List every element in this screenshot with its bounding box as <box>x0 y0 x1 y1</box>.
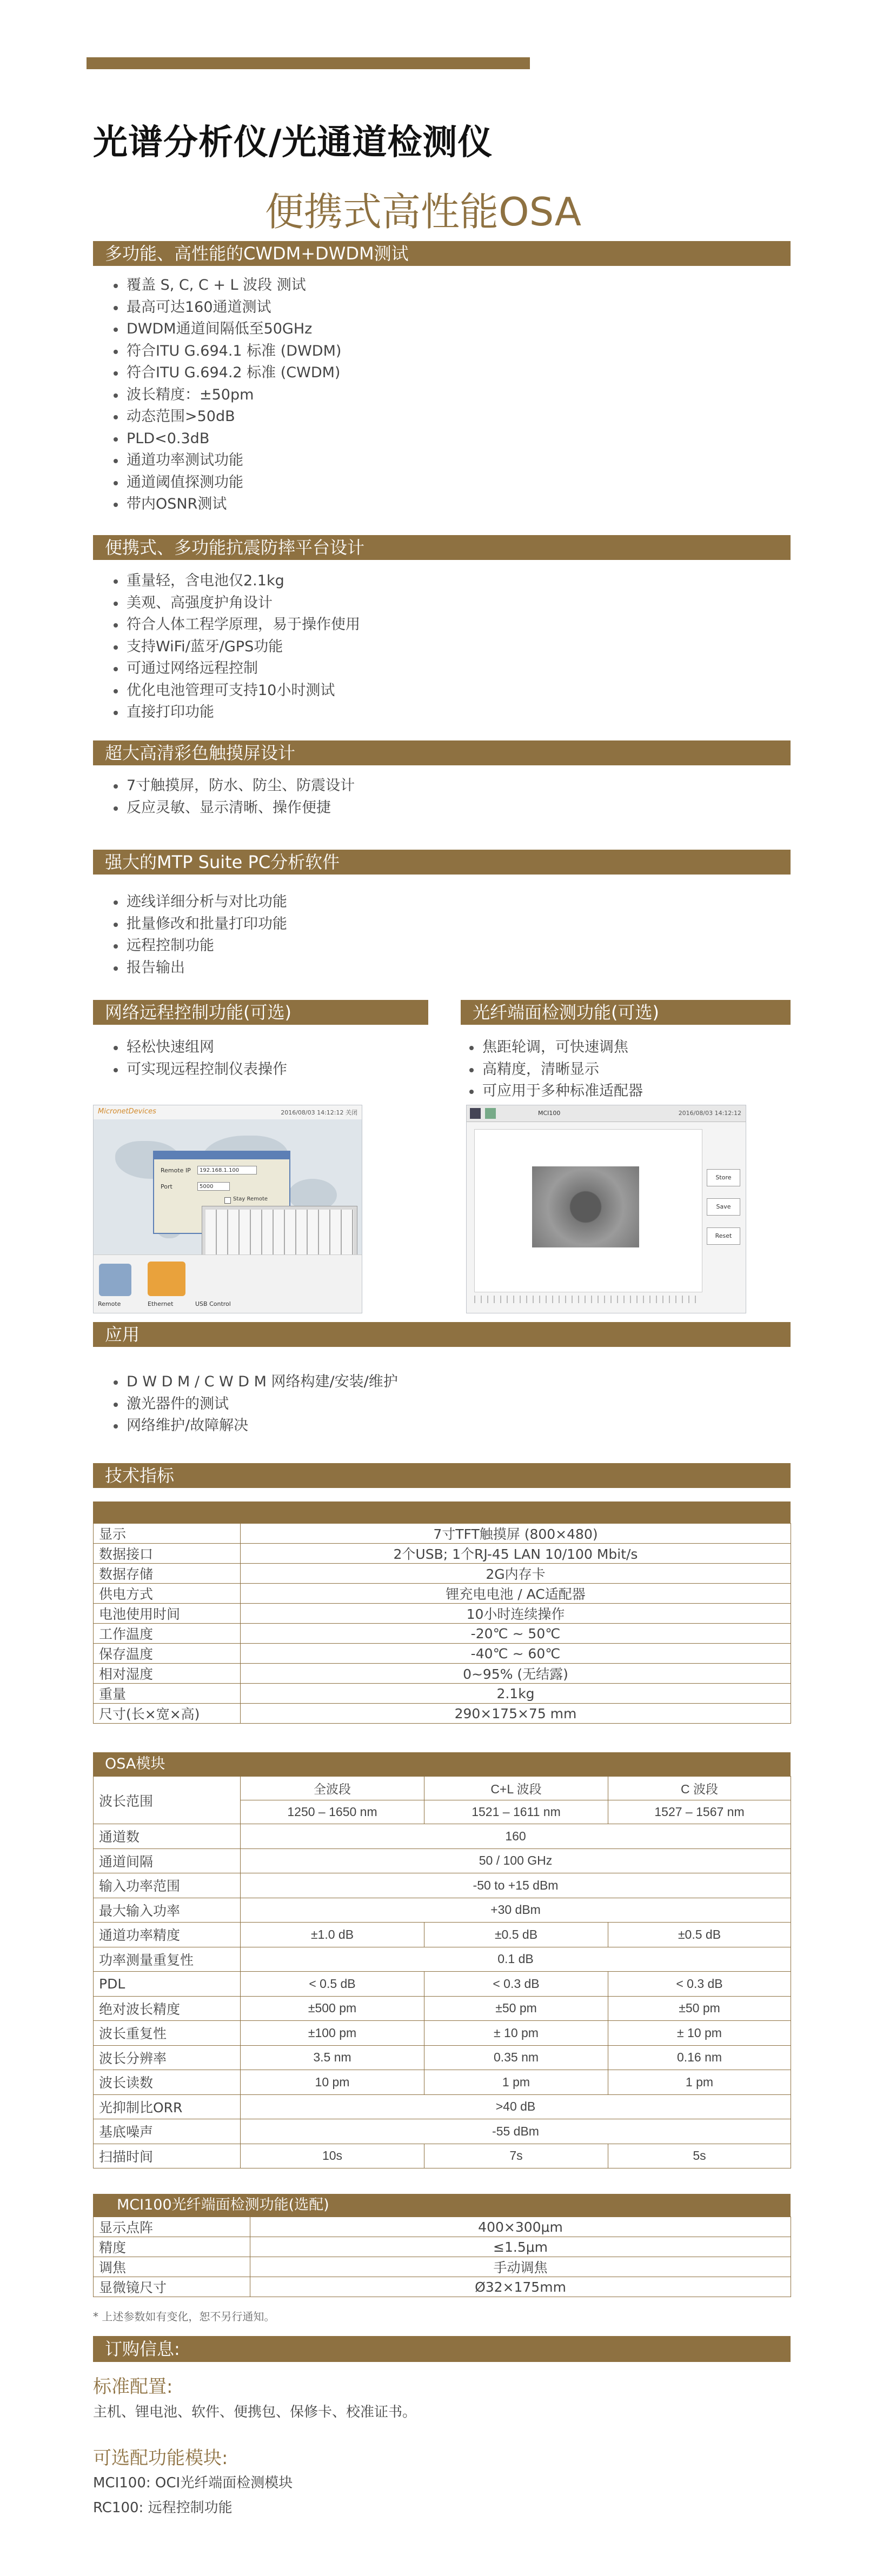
table-row <box>94 2119 791 2144</box>
section-header-specs: 技术指标 <box>93 1463 791 1488</box>
spec-label: 显示 <box>94 1524 241 1544</box>
screen-bottom-bar <box>94 1254 362 1313</box>
app-icon[interactable] <box>485 1108 496 1119</box>
osa-spec-table <box>93 1776 791 2168</box>
spec-label: 工作温度 <box>94 1624 241 1644</box>
spec-label: 调焦 <box>94 2257 250 2277</box>
reset-button[interactable]: Reset <box>707 1227 740 1245</box>
section-header-fiber: 光纤端面检测功能(可选) <box>461 1000 791 1025</box>
screen-header-right: 2016/08/03 14:12:12 <box>678 1110 741 1117</box>
screen-header <box>94 1105 362 1120</box>
fiber-endface-image <box>532 1166 639 1247</box>
list-item: 可通过网络远程控制 <box>93 658 791 680</box>
list-item: 波长精度：±50pm <box>93 384 791 406</box>
table-row <box>94 1923 791 1947</box>
remote-icon[interactable] <box>99 1264 131 1296</box>
list-item: 最高可达160通道测试 <box>93 297 791 319</box>
table-row <box>94 2277 791 2297</box>
spec-label: 通道数 <box>94 1824 241 1849</box>
spec-label: 绝对波长精度 <box>94 1996 241 2021</box>
table-row <box>94 2045 791 2070</box>
table1-header-bar <box>93 1501 791 1523</box>
list-item: 网络维护/故障解决 <box>93 1415 791 1437</box>
list-item: 可实现远程控制仪表操作 <box>93 1059 428 1081</box>
spec-value: 1 pm <box>424 2070 608 2095</box>
list-item: 高精度，清晰显示 <box>449 1059 791 1081</box>
spec-value: 10 pm <box>241 2070 424 2095</box>
list-item: 通道功率测试功能 <box>93 450 791 472</box>
section-header-design: 便携式、多功能抗震防摔平台设计 <box>93 535 791 560</box>
table-row <box>94 1664 791 1684</box>
table-row <box>94 2021 791 2046</box>
spec-value: 3.5 nm <box>241 2045 424 2070</box>
list-item: 批量修改和批量打印功能 <box>93 913 791 936</box>
spec-label: 重量 <box>94 1684 241 1704</box>
spec-value: 10小时连续操作 <box>241 1604 791 1624</box>
spec-value: 50 / 100 GHz <box>241 1848 791 1873</box>
list-item: 轻松快速组网 <box>93 1037 428 1059</box>
top-accent-bar <box>87 57 530 69</box>
spec-label: 数据存储 <box>94 1564 241 1584</box>
spec-label: 通道功率精度 <box>94 1923 241 1947</box>
spec-value: ±1.0 dB <box>241 1923 424 1947</box>
general-spec-table <box>93 1523 791 1724</box>
scale-ruler <box>474 1296 701 1303</box>
spec-value: < 0.5 dB <box>241 1972 424 1997</box>
spec-value: ± 10 pm <box>608 2021 791 2046</box>
spec-value: ±500 pm <box>241 1996 424 2021</box>
spec-value: 290×175×75 mm <box>241 1704 791 1724</box>
list-item: 迹线详细分析与对比功能 <box>93 891 791 913</box>
table-row <box>94 1898 791 1923</box>
list-item: 直接打印功能 <box>93 702 791 724</box>
port-input[interactable]: 5000 <box>197 1182 230 1191</box>
spec-label: 功率测量重复性 <box>94 1947 241 1972</box>
list-item: 焦距轮调，可快速调焦 <box>449 1037 791 1059</box>
mci100-title: MCI100光纤端面检测功能(选配) <box>93 2194 791 2217</box>
optional-module-2: RC100: 远程控制功能 <box>93 2500 233 2516</box>
spec-value: 7寸TFT触摸屏 (800×480) <box>241 1524 791 1544</box>
remote-ip-label: Remote IP <box>161 1167 191 1174</box>
mci100-spec-table <box>93 2217 791 2297</box>
spec-value: ±0.5 dB <box>608 1923 791 1947</box>
spec-value: ± 10 pm <box>424 2021 608 2046</box>
applications-list <box>93 1371 791 1437</box>
spec-label: 数据接口 <box>94 1544 241 1564</box>
band-label: 波长范围 <box>94 1777 241 1824</box>
spec-value: ±50 pm <box>608 1996 791 2021</box>
table-row <box>94 1824 791 1849</box>
section-header-order: 订购信息: <box>93 2336 791 2362</box>
inspection-viewport <box>474 1129 702 1292</box>
section-header-touchscreen: 超大高清彩色触摸屏设计 <box>93 740 791 765</box>
feature-list <box>93 275 791 516</box>
section-header-software: 强大的MTP Suite PC分析软件 <box>93 850 791 875</box>
spec-value: 锂充电电池 / AC适配器 <box>241 1584 791 1604</box>
spec-label: 输入功率范围 <box>94 1873 241 1898</box>
fiber-inspection-screenshot <box>466 1105 746 1313</box>
spec-value: 0.35 nm <box>424 2045 608 2070</box>
table-row <box>94 1644 791 1664</box>
spec-value: ±0.5 dB <box>424 1923 608 1947</box>
band-range: 1527 – 1567 nm <box>608 1800 791 1824</box>
brand-logo: MicronetDevices <box>98 1107 156 1116</box>
band-range: 1521 – 1611 nm <box>424 1800 608 1824</box>
spec-label: 通道间隔 <box>94 1848 241 1873</box>
spec-label: 保存温度 <box>94 1644 241 1664</box>
spec-label: 显示点阵 <box>94 2217 250 2237</box>
table-row <box>94 2257 791 2277</box>
list-item: 通道阈值探测功能 <box>93 472 791 494</box>
standard-config-title: 标准配置: <box>93 2376 173 2398</box>
table-row <box>94 1947 791 1972</box>
bottom-label-ethernet: Ethernet <box>148 1300 174 1307</box>
spec-value: >40 dB <box>241 2094 791 2119</box>
section-header-remote: 网络远程控制功能(可选) <box>93 1000 428 1025</box>
screen-header <box>467 1105 746 1122</box>
remote-list <box>93 1037 428 1080</box>
spec-value: ±100 pm <box>241 2021 424 2046</box>
on-screen-keyboard[interactable] <box>202 1206 357 1261</box>
table-row <box>94 1544 791 1564</box>
spec-value: -50 to +15 dBm <box>241 1873 791 1898</box>
spec-label: 光抑制比ORR <box>94 2094 241 2119</box>
list-item: 符合人体工程学原理，易于操作使用 <box>93 614 791 636</box>
bottom-label-remote: Remote <box>98 1300 121 1307</box>
spec-label: 波长分辨率 <box>94 2045 241 2070</box>
spec-value: 160 <box>241 1824 791 1849</box>
band-range: 1250 – 1650 nm <box>241 1800 424 1824</box>
list-item: 美观、高强度护角设计 <box>93 592 791 615</box>
list-item: 动态范围>50dB <box>93 406 791 428</box>
spec-value: 0~95% (无结露) <box>241 1664 791 1684</box>
list-item: PLD<0.3dB <box>93 428 791 450</box>
spec-value: ±50 pm <box>424 1996 608 2021</box>
list-item: 符合ITU G.694.1 标准 (DWDM) <box>93 341 791 363</box>
spec-value: 手动调焦 <box>250 2257 791 2277</box>
stay-remote-label: Stay Remote <box>233 1196 268 1202</box>
remote-ip-input[interactable]: 192.168.1.100 <box>197 1166 257 1174</box>
table-row <box>94 1624 791 1644</box>
touchscreen-list <box>93 775 791 819</box>
port-label: Port <box>161 1183 172 1190</box>
footnote: * 上述参数如有变化，恕不另行通知。 <box>93 2310 275 2323</box>
optional-modules-title: 可选配功能模块: <box>93 2447 228 2469</box>
spec-label: 电池使用时间 <box>94 1604 241 1624</box>
osa-module-title: OSA模块 <box>93 1752 791 1776</box>
bottom-label-usb: USB Control <box>195 1300 231 1307</box>
spec-label: 供电方式 <box>94 1584 241 1604</box>
list-item: 7寸触摸屏，防水、防尘、防震设计 <box>93 775 791 797</box>
spec-value: -55 dBm <box>241 2119 791 2144</box>
spec-value: 1 pm <box>608 2070 791 2095</box>
table-row <box>94 1564 791 1584</box>
spec-value: 2G内存卡 <box>241 1564 791 1584</box>
software-list <box>93 891 791 979</box>
list-item: 激光器件的测试 <box>93 1393 791 1416</box>
design-list <box>93 570 791 724</box>
spec-value: 5s <box>608 2144 791 2168</box>
section-header-features: 多功能、高性能的CWDM+DWDM测试 <box>93 241 791 266</box>
page-subtitle: 便携式高性能OSA <box>265 189 581 235</box>
spec-label: 最大输入功率 <box>94 1898 241 1923</box>
table-row <box>94 1684 791 1704</box>
store-button[interactable]: Store <box>707 1169 740 1186</box>
table-row <box>94 1972 791 1997</box>
table-row <box>94 1848 791 1873</box>
page-title: 光谱分析仪/光通道检测仪 <box>93 123 493 163</box>
screen-header-right: 2016/08/03 14:12:12 关闭 <box>281 1109 357 1116</box>
spec-value: 2.1kg <box>241 1684 791 1704</box>
spec-value: 2个USB; 1个RJ-45 LAN 10/100 Mbit/s <box>241 1544 791 1564</box>
table-row <box>94 1996 791 2021</box>
table-row <box>94 2237 791 2257</box>
list-item: 重量轻，含电池仅2.1kg <box>93 570 791 592</box>
band-header: 全波段 <box>241 1777 424 1800</box>
table-row <box>94 1604 791 1624</box>
list-item: 报告输出 <box>93 957 791 979</box>
table-row <box>94 1704 791 1724</box>
spec-value: Ø32×175mm <box>250 2277 791 2297</box>
remote-control-screenshot <box>93 1105 362 1313</box>
spec-label: 尺寸(长×宽×高) <box>94 1704 241 1724</box>
spec-label: 相对湿度 <box>94 1664 241 1684</box>
optional-module-1: MCI100: OCI光纤端面检测模块 <box>93 2475 293 2491</box>
spec-label: 基底噪声 <box>94 2119 241 2144</box>
save-button[interactable]: Save <box>707 1198 740 1216</box>
spec-value: 0.1 dB <box>241 1947 791 1972</box>
spec-label: 波长读数 <box>94 2070 241 2095</box>
menu-icon[interactable] <box>470 1108 481 1119</box>
spec-label: 波长重复性 <box>94 2021 241 2046</box>
list-item: 反应灵敏、显示清晰、操作便捷 <box>93 797 791 819</box>
spec-value: < 0.3 dB <box>608 1972 791 1997</box>
list-item: 符合ITU G.694.2 标准 (CWDM) <box>93 362 791 384</box>
spec-label: 精度 <box>94 2237 250 2257</box>
ethernet-icon[interactable] <box>148 1262 185 1296</box>
spec-label: 扫描时间 <box>94 2144 241 2168</box>
section-header-applications: 应用 <box>93 1322 791 1347</box>
table-row <box>94 2217 791 2237</box>
stay-remote-checkbox[interactable] <box>224 1197 231 1204</box>
list-item: 远程控制功能 <box>93 935 791 957</box>
spec-value: -20℃ ~ 50℃ <box>241 1624 791 1644</box>
fiber-list <box>449 1037 791 1103</box>
list-item: 带内OSNR测试 <box>93 493 791 516</box>
table-row <box>94 1524 791 1544</box>
table-row <box>94 2070 791 2095</box>
list-item: 可应用于多种标准适配器 <box>449 1080 791 1103</box>
table-row <box>94 2144 791 2168</box>
band-header: C 波段 <box>608 1777 791 1800</box>
list-item: DWDM通道间隔低至50GHz <box>93 318 791 341</box>
list-item: D W D M / C W D M 网络构建/安装/维护 <box>93 1371 791 1393</box>
standard-config-text: 主机、锂电池、软件、便携包、保修卡、校准证书。 <box>93 2404 417 2420</box>
spec-value: ≤1.5μm <box>250 2237 791 2257</box>
list-item: 支持WiFi/蓝牙/GPS功能 <box>93 636 791 658</box>
spec-value: < 0.3 dB <box>424 1972 608 1997</box>
spec-label: PDL <box>94 1972 241 1997</box>
spec-label: 显微镜尺寸 <box>94 2277 250 2297</box>
spec-value: 400×300μm <box>250 2217 791 2237</box>
list-item: 优化电池管理可支持10小时测试 <box>93 680 791 702</box>
band-header-row <box>94 1777 791 1800</box>
table-row <box>94 2094 791 2119</box>
spec-value: 0.16 nm <box>608 2045 791 2070</box>
band-header: C+L 波段 <box>424 1777 608 1800</box>
table-row <box>94 1584 791 1604</box>
list-item: 覆盖 S, C, C + L 波段 测试 <box>93 275 791 297</box>
tab-mci100[interactable]: MCI100 <box>538 1110 561 1117</box>
spec-value: -40℃ ~ 60℃ <box>241 1644 791 1664</box>
spec-value: +30 dBm <box>241 1898 791 1923</box>
table-row <box>94 1873 791 1898</box>
spec-value: 10s <box>241 2144 424 2168</box>
spec-value: 7s <box>424 2144 608 2168</box>
